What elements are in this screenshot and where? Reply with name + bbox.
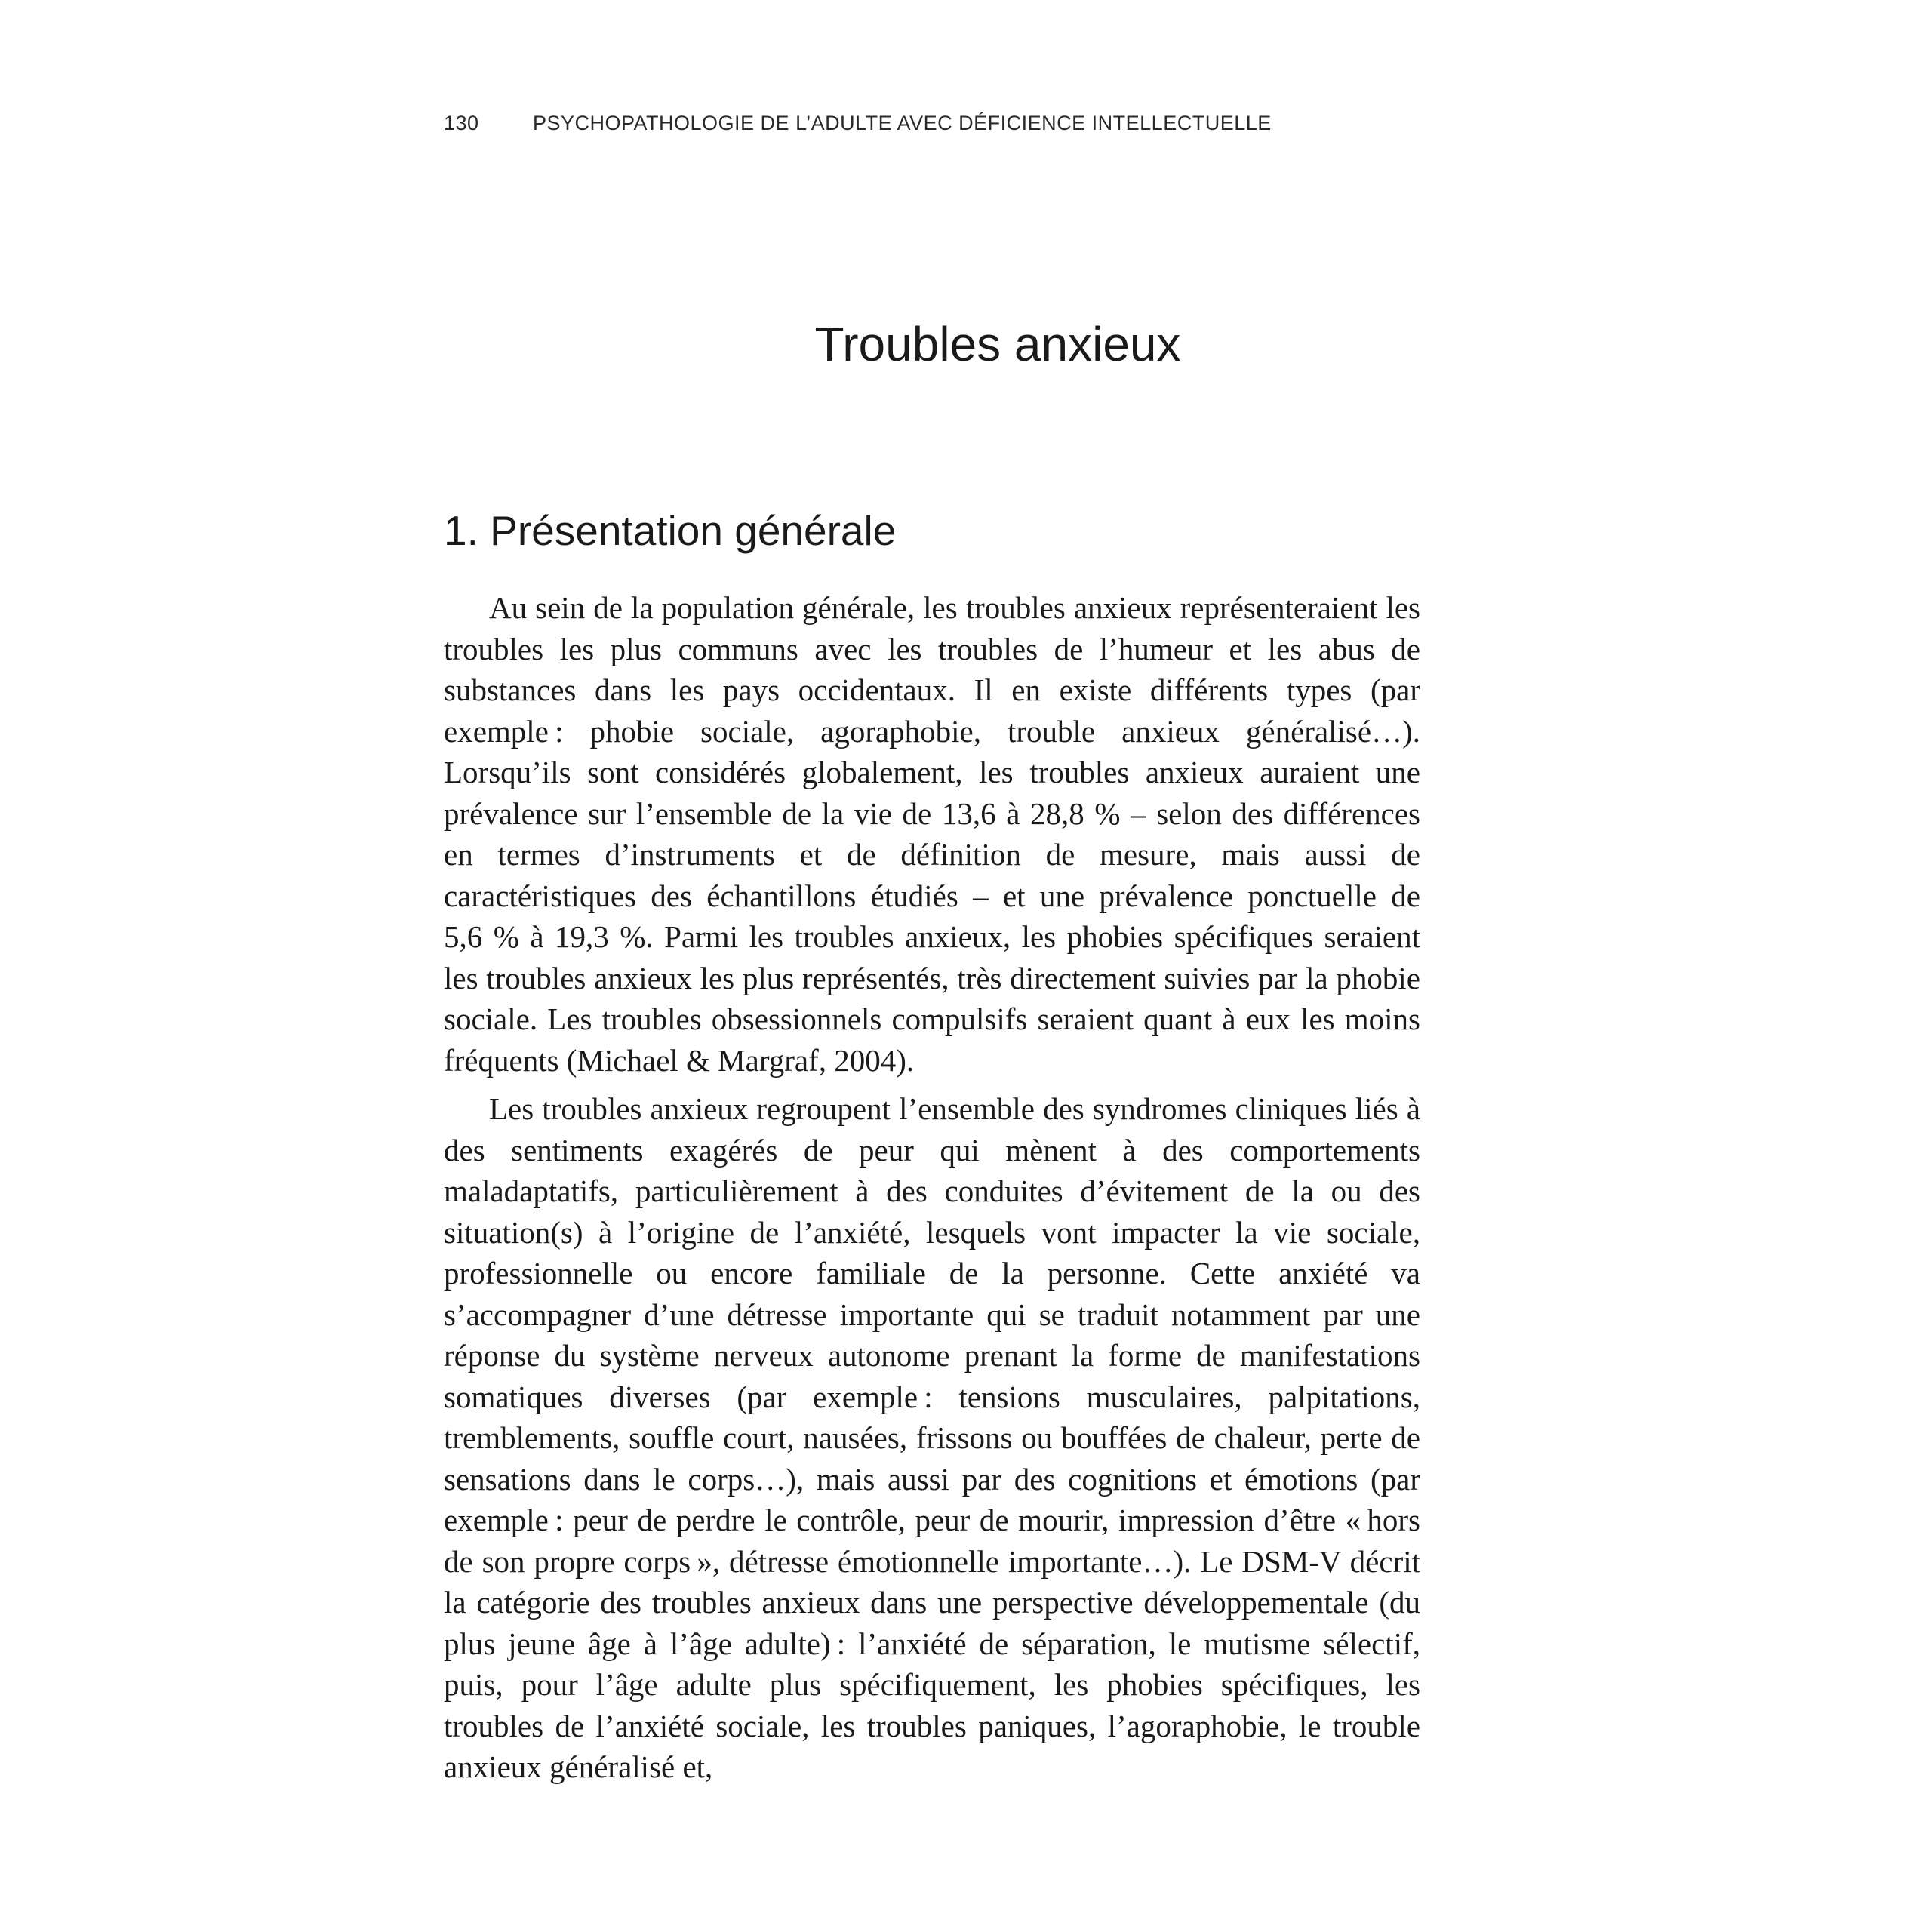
paragraph: Les troubles anxieux regroupent l’ensemble des syndromes cliniques liés à des sentiments exagérés de peur qui mènent à des comportements maladaptatifs, particulièrement à des conduites d’évitement de la ou des situation(s) à l’origine de l’anxiété, lesquels vont impacter la vie sociale, professionnelle ou encore familiale de la personne. Cette anxiété va s’accompagner d’une détresse importante qui se traduit notamment par une réponse du système nerveux autonome prenant la forme de manifestations somatiques diverses (par exemple : tensions musculaires, palpitations, tremblements, souffle court, nausées, frissons ou bouffées de chaleur, perte de sensations dans le corps…), mais aussi par des cognitions et émotions (par exemple : peur de perdre le contrôle, peur de mourir, impression d’être « hors de son propre corps », détresse émotionnelle importante…). Le DSM-V décrit la catégorie des troubles anxieux dans une perspective développementale (du plus jeune âge à l’âge adulte) : l’anxiété de séparation, le mutisme sélectif, puis, pour l’âge adulte plus spécifiquement, les phobies spécifiques, les troubles de l’anxiété sociale, les troubles paniques, l’agoraphobie, le trouble anxieux généralisé et,: [444, 1091, 1420, 1784]
paragraph: Au sein de la population générale, les troubles anxieux représenteraient les troubles les plus communs avec les troubles de l’humeur et les abus de substances dans les pays occidentaux. Il en existe différents types (par exemple : phobie sociale, agoraphobie, trouble anxieux généralisé…). Lorsqu’ils sont considérés globalement, les troubles anxieux auraient une prévalence sur l’ensemble de la vie de 13,6 à 28,8 % – selon des différences en termes d’instruments et de définition de mesure, mais aussi de caractéristiques des échantillons étudiés – et une prévalence ponctuelle de 5,6 % à 19,3 %. Parmi les troubles anxieux, les phobies spécifiques seraient les troubles anxieux les plus représentés, très directement suivies par la phobie sociale. Les troubles obsessionnels compulsifs seraient quant à eux les moins fréquents (Michael & Margraf, 2004).: [444, 590, 1420, 1078]
chapter-title: Troubles anxieux: [814, 317, 1181, 371]
body-text: [444, 587, 1420, 1795]
book-title: PSYCHOPATHOLOGIE DE L’ADULTE AVEC DÉFICIENCE INTELLECTUELLE: [533, 112, 1272, 134]
section-title: 1. Présentation générale: [444, 507, 897, 554]
page-number: 130: [444, 112, 479, 134]
running-head: [444, 112, 1425, 135]
